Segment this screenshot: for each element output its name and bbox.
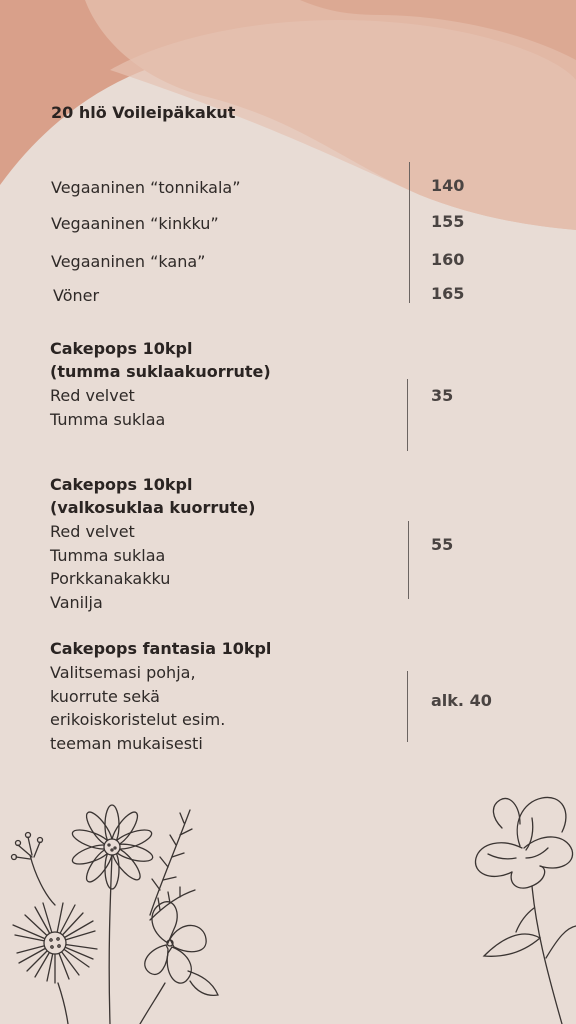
divider-line bbox=[407, 671, 408, 742]
divider-line bbox=[409, 162, 410, 303]
flower-line-art-left-icon bbox=[0, 795, 230, 1024]
list-item: Red velvet bbox=[50, 522, 135, 541]
price: alk. 40 bbox=[431, 691, 492, 710]
price: 165 bbox=[431, 284, 465, 303]
section-heading bbox=[50, 637, 271, 660]
list-item: Vegaaninen “kinkku” bbox=[51, 214, 219, 233]
section-heading-line: Cakepops 10kpl bbox=[50, 339, 193, 358]
list-item: Tumma suklaa bbox=[50, 409, 166, 429]
section-heading bbox=[50, 337, 271, 383]
list-item: erikoiskoristelut esim. bbox=[50, 710, 226, 729]
list-item: kuorrute sekä bbox=[50, 686, 160, 706]
list-item: Porkkanakakku bbox=[50, 569, 171, 588]
list-item: Tumma suklaa bbox=[50, 545, 166, 565]
section-heading bbox=[50, 473, 255, 519]
flower-line-art-right-icon bbox=[462, 788, 576, 1024]
list-item: Vöner bbox=[53, 286, 100, 305]
price: 155 bbox=[431, 212, 465, 231]
section-heading-line: (tumma suklaakuorrute) bbox=[50, 362, 271, 381]
divider-line bbox=[407, 379, 408, 451]
list-item: Vegaaninen “kana” bbox=[51, 252, 206, 271]
list-item: Vegaaninen “tonnikala” bbox=[51, 178, 241, 197]
page-title: 20 hlö Voileipäkakut bbox=[51, 103, 236, 122]
section-heading-line: Cakepops 10kpl bbox=[50, 475, 193, 494]
list-item: Red velvet bbox=[50, 386, 135, 405]
price: 55 bbox=[431, 535, 454, 554]
section-items bbox=[50, 661, 225, 755]
price: 140 bbox=[431, 176, 465, 195]
list-item: teeman mukaisesti bbox=[50, 733, 203, 753]
section-items bbox=[50, 520, 170, 614]
list-item: Valitsemasi pohja, bbox=[50, 663, 196, 682]
list-item: Vanilja bbox=[50, 592, 103, 612]
section-items bbox=[50, 384, 165, 431]
price: 160 bbox=[431, 250, 465, 269]
price: 35 bbox=[431, 386, 454, 405]
section-heading-line: (valkosuklaa kuorrute) bbox=[50, 498, 256, 517]
divider-line bbox=[408, 521, 409, 599]
section-heading-line: Cakepops fantasia 10kpl bbox=[50, 639, 272, 658]
